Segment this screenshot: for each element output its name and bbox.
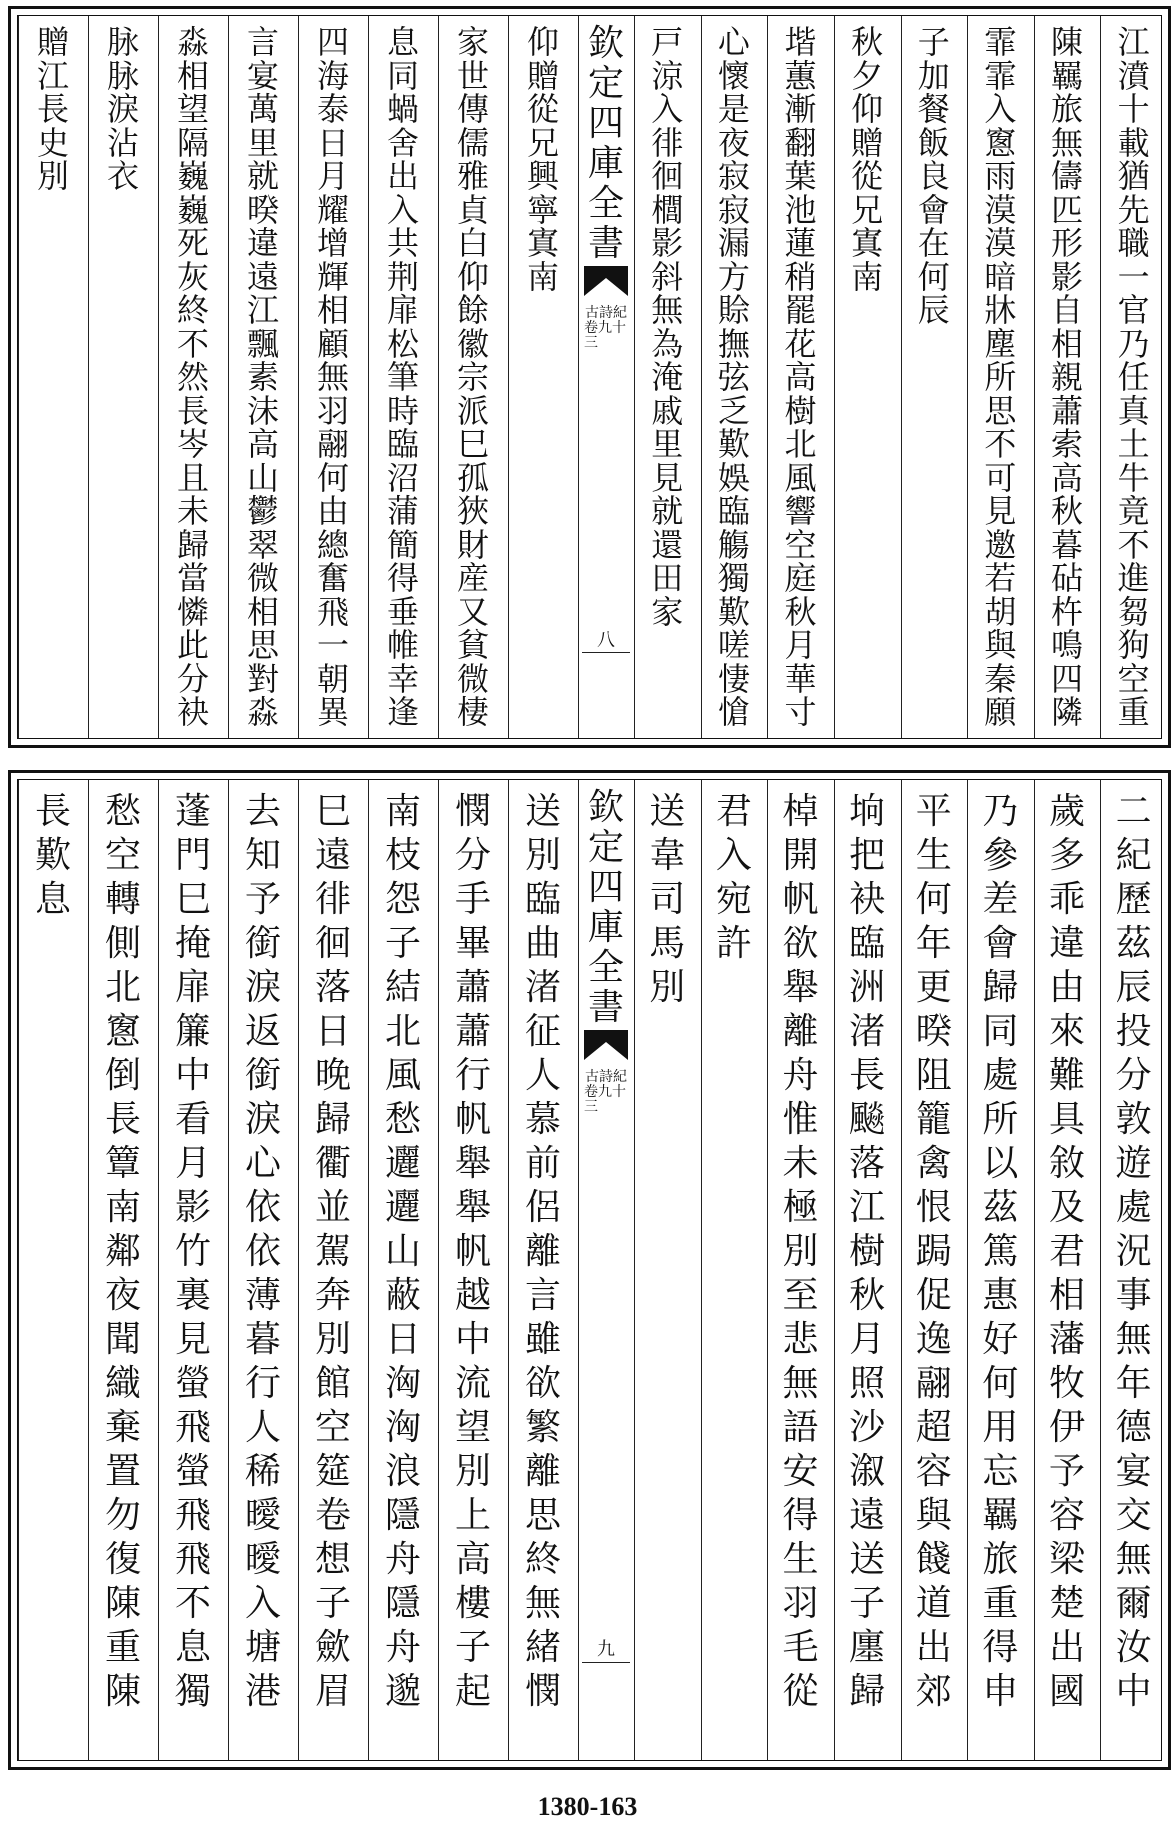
column-rule bbox=[1034, 780, 1035, 1760]
text-column: 家 世 傳 儒 雅 貞 白 仰 餘 徽 宗 派 巳 孤 狹 財 産 又 貧 微 棲 bbox=[456, 23, 489, 731]
column-rule bbox=[368, 16, 369, 738]
page-number: 八 bbox=[597, 630, 615, 651]
center-rule bbox=[634, 16, 635, 738]
text-column: 巳 遠 徘 徊 落 日 晚 歸 衢 並 駕 奔 別 館 空 筵 卷 想 子 歛 眉 bbox=[314, 791, 351, 1712]
text-column: 送 別 臨 曲 渚 征 人 慕 前 侶 離 言 雖 欲 繁 離 思 終 無 緒 憫 bbox=[524, 791, 561, 1712]
page-frame bbox=[17, 15, 1162, 739]
text-column: 垧 把 袂 臨 洲 渚 長 飈 落 江 樹 秋 月 照 沙 溆 遠 送 子 廛 歸 bbox=[849, 791, 886, 1712]
fishtail-mark bbox=[584, 266, 628, 296]
collection-name: 古詩紀 bbox=[585, 1069, 627, 1085]
column-rule bbox=[18, 16, 19, 738]
juan-label bbox=[584, 1070, 628, 1115]
text-column: 四 海 泰 日 月 耀 增 輝 相 顧 無 羽 翮 何 由 總 奮 飛 一 朝 異 bbox=[316, 23, 349, 731]
text-column: 贈 江 長 史 別 bbox=[36, 23, 69, 195]
column-rule bbox=[967, 16, 968, 738]
text-column: 子 加 餐 飯 良 會 在 何 辰 bbox=[917, 23, 950, 329]
text-column: 長 歎 息 bbox=[34, 791, 71, 920]
text-column: 南 枝 怨 子 結 北 風 愁 邐 邐 山 蔽 日 洶 洶 浪 隱 舟 隱 舟 邈 bbox=[384, 791, 421, 1712]
column-rule bbox=[834, 780, 835, 1760]
text-column: 蓬 門 巳 掩 扉 簾 中 看 月 影 竹 裏 見 螢 飛 螢 飛 飛 不 息 獨 bbox=[174, 791, 211, 1712]
column-rule bbox=[767, 16, 768, 738]
text-column: 戸 涼 入 徘 徊 櫚 影 斜 無 為 淹 戚 里 見 就 還 田 家 bbox=[651, 23, 684, 631]
column-rule bbox=[158, 16, 159, 738]
column-rule bbox=[508, 16, 509, 738]
column-rule bbox=[158, 780, 159, 1760]
center-rule bbox=[578, 780, 579, 1760]
column-rule bbox=[967, 780, 968, 1760]
column-rule bbox=[88, 780, 89, 1760]
center-column bbox=[578, 780, 634, 1760]
page-number: 九 bbox=[597, 1639, 615, 1660]
bottom-page bbox=[8, 770, 1171, 1770]
text-column: 堦 蕙 漸 翻 葉 池 蓮 稍 罷 花 高 樹 北 風 響 空 庭 秋 月 華 寸 bbox=[784, 23, 817, 731]
center-rule bbox=[634, 780, 635, 1760]
text-column: 霏 霏 入 窻 雨 漠 漠 暗 牀 塵 所 思 不 可 見 邀 若 胡 與 秦 願 bbox=[984, 23, 1017, 731]
text-column: 憫 分 手 畢 蕭 蕭 行 帆 舉 舉 帆 越 中 流 望 別 上 高 樓 子 起 bbox=[454, 791, 491, 1712]
fishtail-mark bbox=[584, 1030, 628, 1060]
text-column: 二 紀 歷 茲 辰 投 分 敦 遊 處 況 事 無 年 德 宴 交 無 爾 汝 中 bbox=[1115, 791, 1152, 1712]
text-column: 棹 開 帆 欲 舉 離 舟 惟 未 極 別 至 悲 無 語 安 得 生 羽 毛 從 bbox=[782, 791, 819, 1712]
text-column: 送 韋 司 馬 別 bbox=[649, 791, 686, 1008]
column-rule bbox=[298, 780, 299, 1760]
center-rule bbox=[578, 16, 579, 738]
volume-number: 卷九十三 bbox=[584, 320, 626, 351]
column-rule bbox=[701, 16, 702, 738]
column-rule bbox=[1100, 780, 1101, 1760]
text-column: 淼 相 望 隔 巍 巍 死 灰 終 不 然 長 岑 且 未 歸 當 憐 此 分 袂 bbox=[176, 23, 209, 731]
column-rule bbox=[834, 16, 835, 738]
column-rule bbox=[1100, 16, 1101, 738]
juan-label bbox=[584, 306, 628, 351]
text-column: 江 濆 十 載 猶 先 職 一 官 乃 任 真 土 牛 竟 不 進 芻 狗 空 重 bbox=[1117, 23, 1150, 731]
center-column bbox=[578, 16, 634, 738]
column-rule bbox=[901, 16, 902, 738]
column-rule bbox=[88, 16, 89, 738]
text-column: 去 知 予 銜 淚 返 銜 淚 心 依 依 薄 暮 行 人 稀 曖 曖 入 塘 港 bbox=[244, 791, 281, 1712]
text-column: 歲 多 乖 違 由 來 難 具 敘 及 君 相 藩 牧 伊 予 容 梁 楚 出 國 bbox=[1049, 791, 1086, 1712]
text-column: 平 生 何 年 更 暌 阻 籠 禽 恨 跼 促 逸 翮 超 容 與 餞 道 出 郊 bbox=[915, 791, 952, 1712]
column-rule bbox=[18, 780, 19, 1760]
column-rule bbox=[438, 780, 439, 1760]
column-rule bbox=[298, 16, 299, 738]
text-column: 君 入 宛 許 bbox=[715, 791, 752, 964]
page-reference: 1380-163 bbox=[537, 1792, 638, 1821]
column-rule bbox=[228, 780, 229, 1760]
top-page bbox=[8, 6, 1171, 748]
text-column: 愁 空 轉 側 北 窻 倒 長 簟 南 鄰 夜 聞 織 棄 置 勿 復 陳 重 陳 bbox=[104, 791, 141, 1712]
text-column: 脉 脉 淚 沾 衣 bbox=[106, 23, 139, 195]
page-number-rule bbox=[582, 652, 630, 653]
page-number-rule bbox=[582, 1662, 630, 1663]
book-title: 欽 定 四 庫 全 書 bbox=[587, 787, 624, 1028]
text-column: 心 懷 是 夜 寂 寂 漏 方 賒 撫 弦 乏 歎 娛 臨 觴 獨 歎 嗟 悽 愴 bbox=[717, 23, 750, 731]
column-rule bbox=[901, 780, 902, 1760]
text-column: 秋 夕 仰 贈 從 兄 寘 南 bbox=[851, 23, 884, 296]
page-frame bbox=[17, 779, 1162, 1761]
text-column: 乃 參 差 會 歸 同 處 所 以 茲 篤 惠 好 何 用 忘 羈 旅 重 得 申 bbox=[982, 791, 1019, 1712]
column-rule bbox=[368, 780, 369, 1760]
text-column: 息 同 蝸 舍 出 入 共 荆 扉 松 筆 時 臨 沼 蒲 簡 得 垂 帷 幸 逢 bbox=[386, 23, 419, 731]
volume-number: 卷九十三 bbox=[584, 1084, 626, 1115]
text-column: 言 宴 萬 里 就 暌 違 遠 江 飄 素 沫 高 山 鬱 翠 微 相 思 對 淼 bbox=[246, 23, 279, 731]
column-rule bbox=[701, 780, 702, 1760]
book-title: 欽 定 四 庫 全 書 bbox=[587, 23, 624, 264]
column-rule bbox=[228, 16, 229, 738]
column-rule bbox=[438, 16, 439, 738]
text-column: 仰 贈 從 兄 興 寧 寘 南 bbox=[526, 23, 559, 296]
collection-name: 古詩紀 bbox=[585, 305, 627, 321]
column-rule bbox=[1034, 16, 1035, 738]
column-rule bbox=[508, 780, 509, 1760]
text-column: 陳 羈 旅 無 儔 匹 形 影 自 相 親 蕭 索 高 秋 暮 砧 杵 鳴 四 隣 bbox=[1051, 23, 1084, 731]
column-rule bbox=[767, 780, 768, 1760]
